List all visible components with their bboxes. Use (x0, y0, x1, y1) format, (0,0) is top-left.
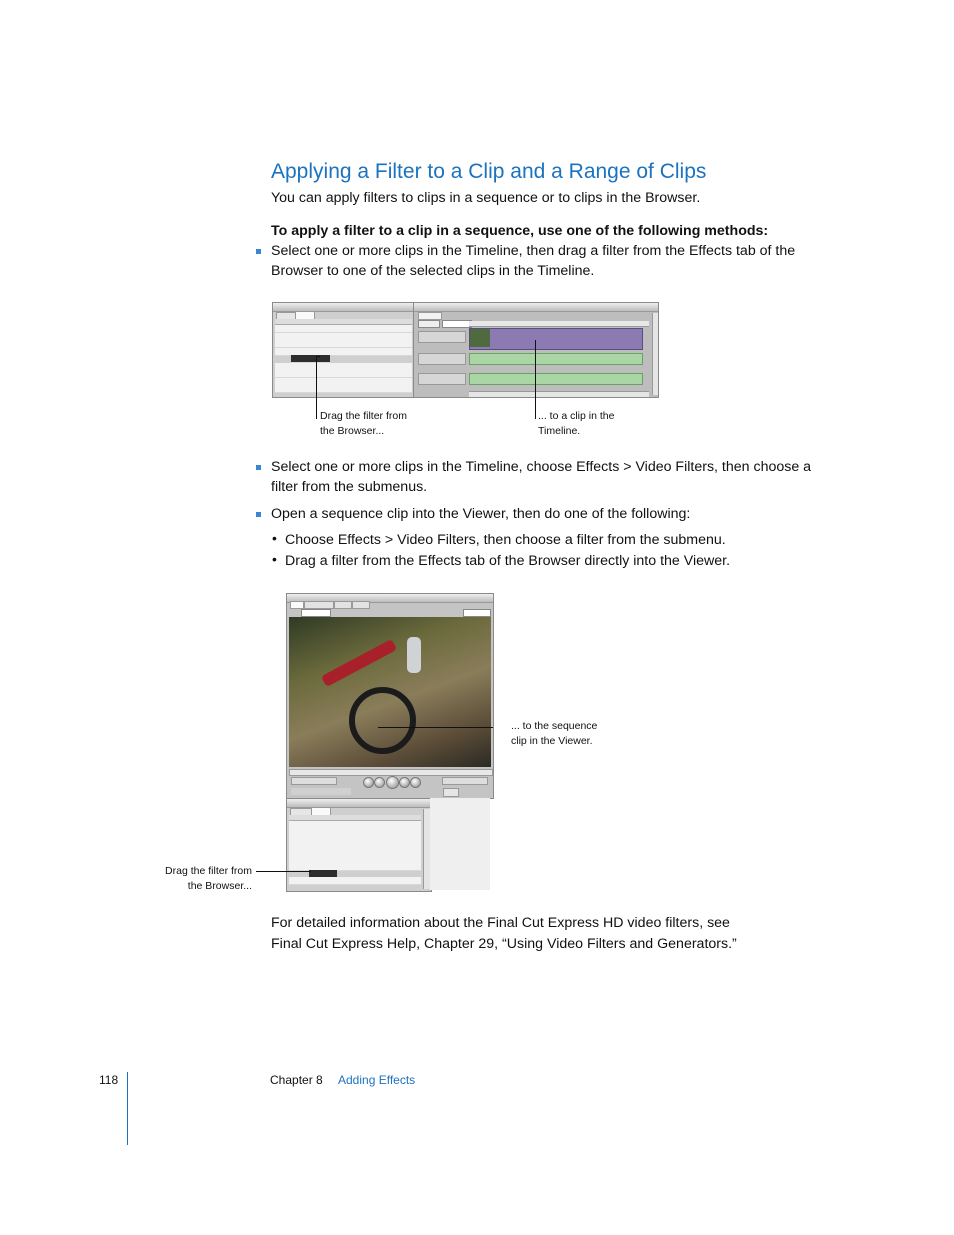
callout-tick-left (316, 356, 320, 357)
closing-line-2: Final Cut Express Help, Chapter 29, “Using Video Filters and Generators.” (271, 936, 737, 952)
bullet-marker (256, 512, 261, 517)
generator-button[interactable] (443, 788, 459, 797)
timeline-title-bar (414, 303, 658, 312)
video-frame[interactable] (289, 617, 491, 767)
footer-chapter: Chapter 8 (270, 1073, 323, 1087)
bullet-1-line-2: Browser to one of the selected clips in the Timeline. (271, 263, 595, 279)
vertical-scrollbar[interactable] (423, 809, 430, 889)
sub-bullet-dot: • (272, 530, 277, 546)
shuttle-control[interactable] (291, 777, 337, 785)
sub-bullet-1: Choose Effects > Video Filters, then choose a filter from the submenu. (285, 532, 726, 548)
vertical-scrollbar[interactable] (652, 313, 658, 395)
footer-rule (127, 1072, 128, 1145)
video-clip-selected[interactable] (469, 328, 643, 350)
audio-clip-a1[interactable] (469, 353, 643, 365)
desktop-backdrop (430, 798, 490, 890)
list-item[interactable] (275, 370, 412, 378)
sub-bullet-dot: • (272, 551, 277, 567)
caption-timeline-2: Timeline. (538, 425, 581, 437)
caption-browser2-1: Drag the filter from (165, 865, 252, 877)
page-title: Applying a Filter to a Clip and a Range of Clips (271, 160, 707, 183)
list-item[interactable] (289, 877, 421, 885)
track-header-a1[interactable] (418, 353, 466, 365)
jog-control[interactable] (442, 777, 488, 785)
bullet-2-line-2: filter from the submenus. (271, 479, 428, 495)
tab-motion[interactable] (352, 601, 370, 609)
browser-title-bar (287, 799, 431, 808)
rider (407, 637, 421, 673)
bullet-2-line-1: Select one or more clips in the Timeline, choose Effects > Video Filters, then choose a (271, 459, 812, 475)
bullet-1-line-1: Select one or more clips in the Timeline, then drag a filter from the Effects tab of the (271, 243, 796, 259)
play-button[interactable] (386, 776, 399, 789)
caption-timeline-1: ... to a clip in the (538, 410, 615, 422)
marker-buttons[interactable] (291, 788, 351, 795)
mark-out-button[interactable] (410, 777, 421, 788)
browser-window (272, 302, 415, 398)
caption-viewer-2: clip in the Viewer. (511, 735, 593, 747)
closing-line-1: For detailed information about the Final Cut Express HD video filters, see (271, 915, 730, 931)
intro-text: You can apply filters to clips in a sequence or to clips in the Browser. (271, 190, 701, 206)
list-item[interactable] (275, 340, 412, 348)
task-heading: To apply a filter to a clip in a sequence, use one of the following methods: (271, 223, 769, 239)
timecode-field[interactable] (442, 320, 472, 328)
bullet-marker (256, 465, 261, 470)
tab-sequence[interactable] (418, 312, 442, 320)
bike-wheel (349, 687, 416, 754)
caption-browser-2: the Browser... (320, 425, 385, 437)
sub-bullet-2: Drag a filter from the Effects tab of the Browser directly into the Viewer. (285, 553, 731, 569)
horizontal-scrollbar[interactable] (469, 391, 649, 397)
footer-chapter-title[interactable]: Adding Effects (338, 1073, 416, 1087)
tab-video[interactable] (290, 601, 304, 609)
play-in-out-button[interactable] (374, 777, 385, 788)
selected-filter-item[interactable] (291, 355, 330, 363)
scrubber-bar[interactable] (289, 769, 493, 776)
caption-browser-1: Drag the filter from (320, 410, 407, 422)
callout-line-left (316, 356, 317, 419)
callout-line-browser (256, 871, 311, 872)
viewer-window (286, 593, 494, 799)
callout-line-right (535, 340, 536, 419)
play-around-button[interactable] (399, 777, 410, 788)
track-header-a2[interactable] (418, 373, 466, 385)
bike-frame (321, 639, 397, 687)
bullet-marker (256, 249, 261, 254)
tab-stereo[interactable] (304, 601, 334, 609)
caption-viewer-1: ... to the sequence (511, 720, 598, 732)
time-ruler[interactable] (469, 321, 649, 327)
timecode-duration[interactable] (301, 609, 331, 617)
caption-browser2-2: the Browser... (187, 880, 252, 892)
timeline-window (413, 302, 659, 398)
clip-thumbnail (470, 329, 490, 347)
page-number: 118 (99, 1073, 119, 1087)
browser-window-2 (286, 798, 432, 892)
callout-line-viewer (378, 727, 493, 728)
tab-filters[interactable] (334, 601, 352, 609)
list-item[interactable] (275, 325, 412, 333)
timecode-current[interactable] (463, 609, 491, 617)
track-header-v1[interactable] (418, 331, 466, 343)
bullet-3: Open a sequence clip into the Viewer, then do one of the following: (271, 506, 691, 522)
mark-in-button[interactable] (363, 777, 374, 788)
list-item[interactable] (275, 385, 412, 393)
rt-menu[interactable] (418, 320, 440, 328)
audio-clip-a2[interactable] (469, 373, 643, 385)
